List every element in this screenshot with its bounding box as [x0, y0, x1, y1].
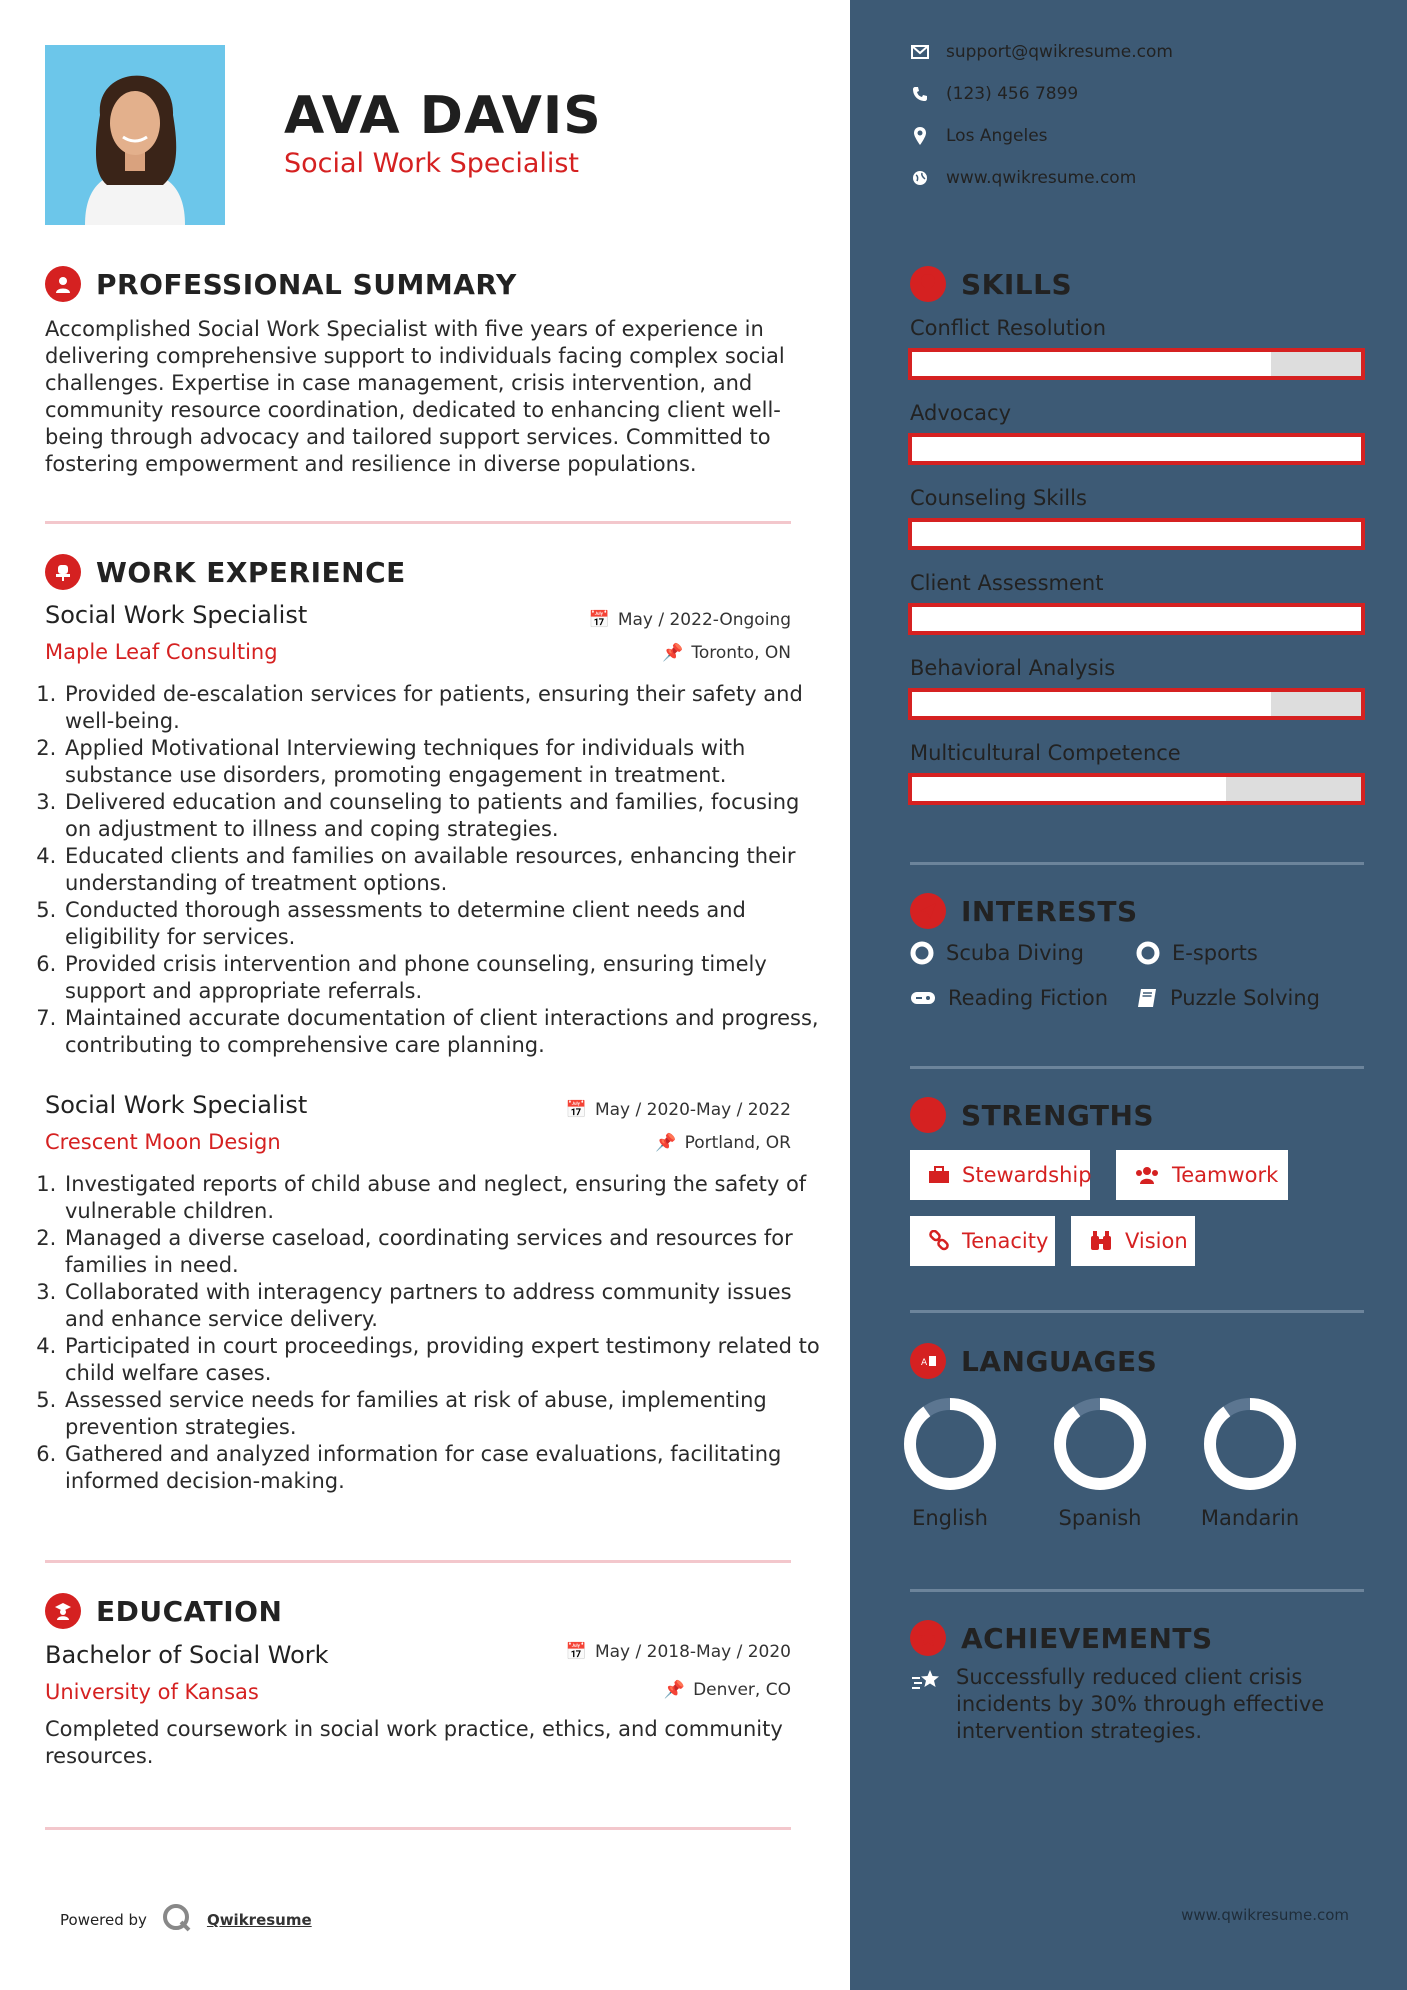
strength-chip: Vision: [1071, 1216, 1195, 1266]
summary-heading: PROFESSIONAL SUMMARY: [45, 266, 517, 302]
degree: Bachelor of Social Work: [45, 1641, 329, 1669]
calendar-icon: 📅: [588, 610, 610, 630]
donut-fill: [1210, 1404, 1290, 1484]
achievements-heading: ACHIEVEMENTS: [910, 1620, 1213, 1656]
list-item: 7. Maintained accurate documentation of client interactions and progress, contributing to comprehensive care planning.: [63, 1005, 823, 1059]
gamepad-icon: [910, 989, 936, 1007]
job-duties: [35, 681, 823, 1059]
divider: [910, 862, 1364, 865]
education-location: 📌 Denver, CO: [663, 1680, 791, 1700]
job-title: Social Work Specialist: [45, 1091, 308, 1119]
skill-label: Client Assessment: [910, 571, 1104, 595]
job-location: 📌 Portland, OR: [655, 1133, 791, 1153]
skill-label: Advocacy: [910, 401, 1011, 425]
skill-bar-fill: [912, 777, 1226, 801]
divider: [45, 1560, 791, 1563]
list-item: 1. Investigated reports of child abuse and neglect, ensuring the safety of vulnerable children.: [63, 1171, 823, 1225]
skill-bar-fill: [912, 522, 1361, 546]
skill-label: Multicultural Competence: [910, 741, 1181, 765]
skill-bar: [908, 688, 1365, 720]
list-item: 5. Conducted thorough assessments to determine client needs and eligibility for services.: [63, 897, 823, 951]
shooting-star-icon: [910, 1668, 942, 1745]
experience-heading: WORK EXPERIENCE: [45, 554, 406, 590]
contact-email: support@qwikresume.com: [910, 42, 1173, 62]
interests-heading: INTERESTS: [910, 893, 1138, 929]
job-dates: 📅 May / 2020-May / 2022: [565, 1100, 791, 1120]
strength-chip: Stewardship: [910, 1150, 1090, 1200]
achievement-item: Successfully reduced client crisis incidents by 30% through effective intervention strategies.: [910, 1664, 1356, 1745]
translate-icon: [910, 1343, 946, 1379]
divider: [910, 1310, 1364, 1313]
summary-text: Accomplished Social Work Specialist with five years of experience in delivering comprehensive support to individuals facing complex social challenges. Expertise in case management, crisis intervention, and community resource coordination, dedicated to enhancing client well-being through advocacy and tailored support services. Committed to fostering empowerment and resilience in diverse populations.: [45, 317, 785, 476]
language-item: [1040, 1396, 1160, 1530]
skill-bar-fill: [912, 692, 1271, 716]
phone-icon: [910, 86, 930, 102]
school: University of Kansas: [45, 1680, 259, 1704]
powered-by: Powered by Qwikresume: [60, 1902, 312, 1938]
skill-bar: [908, 603, 1365, 635]
divider: [910, 1066, 1364, 1069]
skills-heading: SKILLS: [910, 266, 1072, 302]
link-icon: [928, 1230, 950, 1252]
graduate-icon: [45, 1593, 81, 1629]
list-item: 5. Assessed service needs for families at risk of abuse, implementing prevention strategies.: [63, 1387, 823, 1441]
list-item: 4. Educated clients and families on available resources, enhancing their understanding of treatment options.: [63, 843, 823, 897]
language-donut: [1040, 1396, 1160, 1492]
star-badge-icon: [910, 1620, 946, 1656]
language-item: [1190, 1396, 1310, 1530]
education-heading: EDUCATION: [45, 1593, 282, 1629]
job-dates: 📅 May / 2022-Ongoing: [588, 610, 791, 630]
lifebuoy-icon: [1136, 941, 1160, 965]
job-company: Maple Leaf Consulting: [45, 640, 278, 664]
book-icon: [1136, 987, 1158, 1009]
qwikresume-logo-icon: [161, 1902, 193, 1938]
fist-icon: [910, 1097, 946, 1133]
list-item: 2. Applied Motivational Interviewing techniques for individuals with substance use disorders, promoting engagement in treatment.: [63, 735, 823, 789]
envelope-icon: [910, 45, 930, 59]
skill-label: Behavioral Analysis: [910, 656, 1116, 680]
binoculars-icon: [1089, 1230, 1113, 1252]
language-donut: [1190, 1396, 1310, 1492]
candidate-role: Social Work Specialist: [284, 148, 580, 179]
strength-chip: Teamwork: [1116, 1150, 1288, 1200]
lightbulb-icon: [910, 266, 946, 302]
education-text: Completed coursework in social work practice, ethics, and community resources.: [45, 1717, 783, 1768]
map-pin-icon: [910, 127, 930, 145]
list-item: 6. Gathered and analyzed information for case evaluations, facilitating informed decision-making.: [63, 1441, 823, 1495]
calendar-icon: 📅: [565, 1642, 587, 1662]
contact-website: www.qwikresume.com: [910, 168, 1136, 188]
contact-location: Los Angeles: [910, 126, 1048, 146]
interest-item: Reading Fiction: [910, 986, 1108, 1010]
skill-label: Counseling Skills: [910, 486, 1087, 510]
education-dates: 📅 May / 2018-May / 2020: [565, 1642, 791, 1662]
divider: [45, 1827, 791, 1830]
language-item: [890, 1396, 1010, 1530]
contact-phone: (123) 456 7899: [910, 84, 1078, 104]
divider: [910, 1589, 1364, 1592]
job-company: Crescent Moon Design: [45, 1130, 281, 1154]
pin-icon: 📌: [655, 1133, 677, 1153]
skill-bar-fill: [912, 607, 1361, 631]
interest-item: Scuba Diving: [910, 941, 1084, 965]
lifebuoy-icon: [910, 941, 934, 965]
list-item: 3. Delivered education and counseling to patients and families, focusing on adjustment to illness and coping strategies.: [63, 789, 823, 843]
job-title: Social Work Specialist: [45, 601, 308, 629]
language-label: Spanish: [1058, 1506, 1142, 1530]
list-item: 1. Provided de-escalation services for patients, ensuring their safety and well-being.: [63, 681, 823, 735]
job-duties: [35, 1171, 823, 1495]
calendar-icon: 📅: [565, 1100, 587, 1120]
pin-icon: 📌: [662, 643, 684, 663]
briefcase-icon: [928, 1166, 950, 1184]
divider: [45, 521, 791, 524]
language-donut: [890, 1396, 1010, 1492]
job-location: 📌 Toronto, ON: [662, 643, 791, 663]
language-label: English: [912, 1506, 988, 1530]
skill-bar-fill: [912, 437, 1361, 461]
list-item: 4. Participated in court proceedings, providing expert testimony related to child welfare cases.: [63, 1333, 823, 1387]
strength-chip: Tenacity: [910, 1216, 1055, 1266]
skill-bar-fill: [912, 352, 1271, 376]
strengths-heading: STRENGTHS: [910, 1097, 1154, 1133]
skill-bar: [908, 433, 1365, 465]
donut-fill: [1060, 1404, 1140, 1484]
globe-icon: [910, 170, 930, 186]
list-item: 2. Managed a diverse caseload, coordinating services and resources for families in need.: [63, 1225, 823, 1279]
users-icon: [1134, 1165, 1160, 1185]
footer-url[interactable]: www.qwikresume.com: [1181, 1906, 1349, 1924]
profile-photo: [45, 45, 225, 225]
donut-fill: [910, 1404, 990, 1484]
svg-text:A: A: [921, 1358, 928, 1368]
user-icon: [45, 266, 81, 302]
list-item: 6. Provided crisis intervention and phone counseling, ensuring timely support and appropriate referrals.: [63, 951, 823, 1005]
skill-bar: [908, 348, 1365, 380]
skill-label: Conflict Resolution: [910, 316, 1107, 340]
languages-heading: A LANGUAGES: [910, 1343, 1157, 1379]
interest-item: E-sports: [1136, 941, 1258, 965]
pin-icon: 📌: [663, 1680, 686, 1700]
language-label: Mandarin: [1200, 1506, 1300, 1530]
candidate-name: AVA DAVIS: [284, 86, 602, 146]
paper-plane-icon: [910, 893, 946, 929]
list-item: 3. Collaborated with interagency partners to address community issues and enhance service delivery.: [63, 1279, 823, 1333]
briefcase-chair-icon: [45, 554, 81, 590]
skill-bar: [908, 518, 1365, 550]
skill-bar: [908, 773, 1365, 805]
qwikresume-link[interactable]: Qwikresume: [206, 1911, 312, 1929]
interest-item: Puzzle Solving: [1136, 986, 1320, 1010]
